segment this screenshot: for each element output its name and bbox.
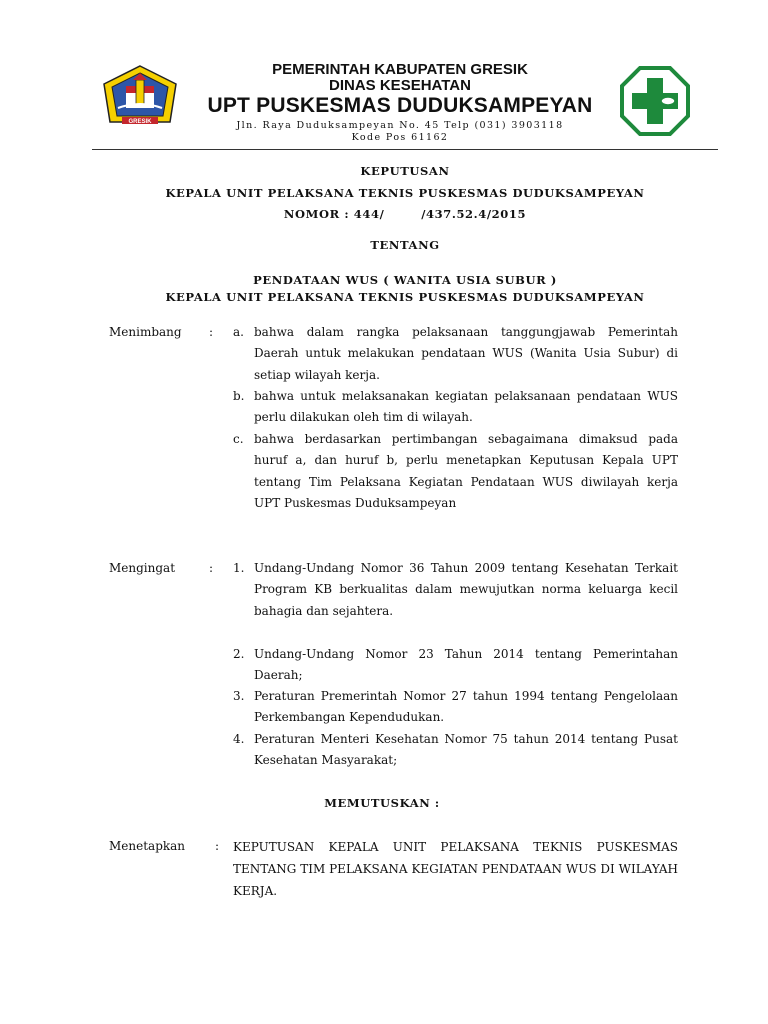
item-marker: a. bbox=[233, 325, 244, 339]
item-marker: c. bbox=[233, 432, 244, 446]
address-line: Jln. Raya Duduksampeyan No. 45 Telp (031) 3903118 bbox=[236, 120, 564, 131]
item-text: Peraturan Premerintah Nomor 27 tahun 1994 tentang Pengelolaan Perkembangan Kependudukan. bbox=[254, 689, 678, 725]
menetapkan-text: KEPUTUSAN KEPALA UNIT PELAKSANA TEKNIS PUSKESMAS TENTANG TIM PELAKSANA KEGIATAN PENDATAAN WUS DI WILAYAH KERJA. bbox=[233, 840, 678, 898]
menimbang-colon: : bbox=[209, 325, 214, 339]
item-marker: b. bbox=[233, 389, 245, 403]
issuer-heading: KEPALA UNIT PELAKSANA TEKNIS PUSKESMAS DUDUKSAMPEYAN bbox=[165, 186, 645, 200]
menimbang-item-b bbox=[233, 386, 678, 429]
item-marker: 1. bbox=[233, 561, 245, 575]
mengingat-item-2 bbox=[233, 644, 678, 687]
item-text: bahwa dalam rangka pelaksanaan tanggungjawab Pemerintah Daerah untuk melakukan pendataan WUS (Wanita Usia Subur) di setiap wilayah kerja. bbox=[254, 325, 678, 382]
item-text: bahwa untuk melaksanakan kegiatan pelaksanaan pendataan WUS perlu dilakukan oleh tim di wilayah. bbox=[254, 389, 678, 425]
mengingat-label: Mengingat bbox=[109, 561, 176, 575]
menetapkan-text-block bbox=[233, 836, 678, 902]
puskesmas-cross-logo-icon bbox=[620, 66, 690, 136]
about-heading: TENTANG bbox=[370, 238, 440, 252]
mengingat-colon: : bbox=[209, 561, 214, 575]
unit-name: UPT PUSKESMAS DUDUKSAMPEYAN bbox=[207, 94, 593, 117]
item-marker: 3. bbox=[233, 689, 245, 703]
mengingat-item-3 bbox=[233, 686, 678, 729]
government-name: PEMERINTAH KABUPATEN GRESIK bbox=[272, 61, 528, 78]
menetapkan-label: Menetapkan bbox=[109, 839, 186, 853]
seal-caption: GRESIK bbox=[128, 119, 152, 125]
item-text: Undang-Undang Nomor 23 Tahun 2014 tentang Pemerintahan Daerah; bbox=[254, 647, 678, 683]
menimbang-item-c bbox=[233, 429, 678, 514]
department-name: DINAS KESEHATAN bbox=[329, 77, 471, 94]
menimbang-item-a bbox=[233, 322, 678, 386]
mengingat-item-4 bbox=[233, 729, 678, 772]
postal-code: Kode Pos 61162 bbox=[351, 132, 449, 143]
gresik-regency-seal-icon bbox=[100, 64, 180, 128]
item-text: bahwa berdasarkan pertimbangan sebagaimana dimaksud pada huruf a, dan huruf b, perlu menetapkan Keputusan Kepala UPT tentang Tim Pelaksana Kegiatan Pendataan WUS diwilayah kerja UPT Puskesmas Duduksampeyan bbox=[254, 432, 678, 510]
mengingat-item-1 bbox=[233, 558, 678, 622]
memutuskan-heading: MEMUTUSKAN : bbox=[324, 796, 440, 810]
item-marker: 4. bbox=[233, 732, 245, 746]
decree-number: NOMOR : 444/ /437.52.4/2015 bbox=[283, 207, 527, 221]
letterhead-divider bbox=[92, 149, 718, 150]
letterhead bbox=[180, 62, 620, 144]
menetapkan-colon: : bbox=[215, 839, 220, 853]
decree-heading: KEPUTUSAN bbox=[360, 164, 450, 178]
item-text: Undang-Undang Nomor 36 Tahun 2009 tentang Kesehatan Terkait Program KB berkualitas dalam mewujutkan norma keluarga kecil bahagia dan sejahtera. bbox=[254, 561, 678, 618]
subject-heading: PENDATAAN WUS ( WANITA USIA SUBUR ) bbox=[253, 273, 557, 287]
item-text: Peraturan Menteri Kesehatan Nomor 75 tahun 2014 tentang Pusat Kesehatan Masyarakat; bbox=[254, 732, 678, 768]
menimbang-label: Menimbang bbox=[109, 325, 182, 339]
item-marker: 2. bbox=[233, 647, 245, 661]
issuer-heading-2: KEPALA UNIT PELAKSANA TEKNIS PUSKESMAS DUDUKSAMPEYAN bbox=[165, 290, 645, 304]
